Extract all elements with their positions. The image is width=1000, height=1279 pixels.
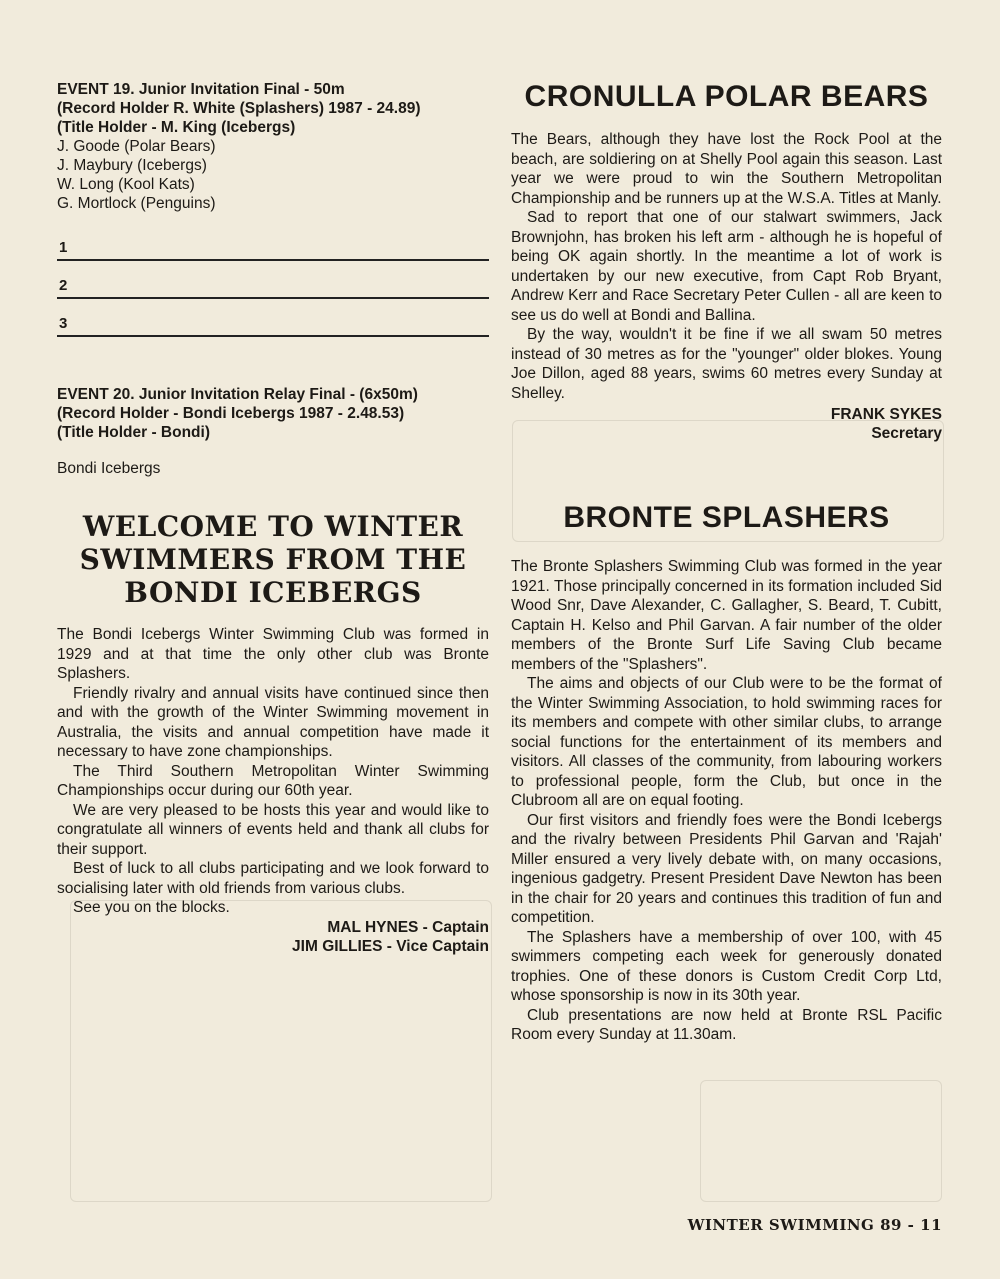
event-19-title-holder: (Title Holder - M. King (Icebergs) [57,119,296,136]
paragraph: Our first visitors and friendly foes were the Bondi Icebergs and the rivalry between Presidents Phil Garvan and 'Rajah' Miller ensured a very lively debate with, on many occasions, ingenious gadgetry. Present President Dave Newton has been in the chair for 20 years and continues this tradition of fun and competition. [511,811,942,926]
place-line-1 [57,223,489,261]
welcome-heading [57,510,489,609]
paragraph: The Bears, although they have lost the Rock Pool at the beach, are soldiering on at Shelly Pool again this season. Last year we were proud to win the Southern Metropolitan Championship and be runners up at the W.S.A. Titles at Manly. [511,131,942,207]
paragraph: Best of luck to all clubs participating and we look forward to socialising later with old friends from various clubs. [57,860,489,897]
paragraph: See you on the blocks. [73,899,230,916]
competitor: G. Mortlock (Penguins) [57,195,216,212]
place-line-3 [57,299,489,337]
paragraph: Sad to report that one of our stalwart swimmers, Jack Brownjohn, has broken his left arm - although he is hopeful of being OK again shortly. In the meantime a lot of work is undertaken by our new executive, from Capt Rob Bryant, Andrew Kerr and Race Secretary Peter Cullen - all are keen to see us do well at Bondi and Ballina. [511,209,942,324]
page-footer: WINTER SWIMMING 89 - 11 [687,1216,942,1234]
paragraph: We are very pleased to be hosts this year and would like to congratulate all winners of events held and thank all clubs for their support. [57,801,489,858]
right-column [511,80,942,1045]
event-20-record: (Record Holder - Bondi Icebergs 1987 - 2.48.53) [57,405,405,422]
cronulla-heading: CRONULLA POLAR BEARS [524,80,929,113]
paragraph: The Bronte Splashers Swimming Club was formed in the year 1921. Those principally concerned in its formation included Sid Wood Snr, Dave Alexander, C. Gallagher, S. Beard, T. Cubitt, Captain H. Kelso and Phil Garvan. A fair number of the older members of the Bronte Surf Life Saving Club became members of the "Splashers". [511,558,942,673]
event-20-title-holder: (Title Holder - Bondi) [57,424,210,441]
signature-captain: MAL HYNES - Captain [327,918,489,936]
competitor: J. Maybury (Icebergs) [57,157,207,174]
heading-line: SWIMMERS FROM THE [79,543,467,576]
competitor: J. Goode (Polar Bears) [57,138,216,155]
place-number: 2 [59,277,68,294]
paragraph: Friendly rivalry and annual visits have continued since then and with the growth of the Winter Swimming movement in Australia, the visits and annual competition have made it necessary to have zone championships. [57,684,489,760]
bronte-heading: BRONTE SPLASHERS [563,501,890,534]
welcome-article [57,510,489,956]
place-number: 3 [59,315,68,332]
place-line-2 [57,261,489,299]
place-number: 1 [59,239,68,256]
cronulla-article [511,80,942,443]
event-20-entrant: Bondi Icebergs [57,460,161,477]
event-19 [57,80,489,213]
competitor-list [57,137,489,213]
signature-name: FRANK SYKES [830,406,942,423]
placings [57,223,489,337]
heading-line: WELCOME TO WINTER [82,510,464,543]
paragraph: By the way, wouldn't it be fine if we all swam 50 metres instead of 30 metres as for the "younger" older blokes. Young Joe Dillon, aged 88 years, swims 60 metres every Sunday at Shelley. [511,326,942,402]
paragraph: Club presentations are now held at Bronte RSL Pacific Room every Sunday at 11.30am. [511,1006,942,1043]
competitor: W. Long (Kool Kats) [57,176,195,193]
signature-role: Secretary [871,425,942,442]
signature-vice-captain: JIM GILLIES - Vice Captain [292,937,489,955]
event-19-title: EVENT 19. Junior Invitation Final - 50m [57,81,345,98]
paragraph: The Bondi Icebergs Winter Swimming Club was formed in 1929 and at that time the only other club was Bronte Splashers. [57,626,489,682]
show-through-ghost [700,1080,942,1202]
paragraph: The Splashers have a membership of over 100, with 45 swimmers competing each week for generously donated trophies. One of these donors is Custom Credit Corp Ltd, whose sponsorship is now in its 30th year. [511,928,942,1004]
event-20-title: EVENT 20. Junior Invitation Relay Final - (6x50m) [57,386,418,403]
paragraph: The Third Southern Metropolitan Winter Swimming Championships occur during our 60th year. [57,762,489,799]
heading-line: BONDI ICEBERGS [124,576,422,609]
paragraph: The aims and objects of our Club were to be the format of the Winter Swimming Association, to hold swimming races for its members and compete with other similar clubs, to arrange social functions for the entertainment of its members and visitors. All classes of the community, from labouring workers to professional people, form the Club, but once in the Clubroom all are on equal footing. [511,675,942,809]
event-19-record: (Record Holder R. White (Splashers) 1987 - 24.89) [57,100,421,117]
event-20 [57,385,489,478]
bronte-article [511,501,942,1045]
left-column [57,80,489,956]
